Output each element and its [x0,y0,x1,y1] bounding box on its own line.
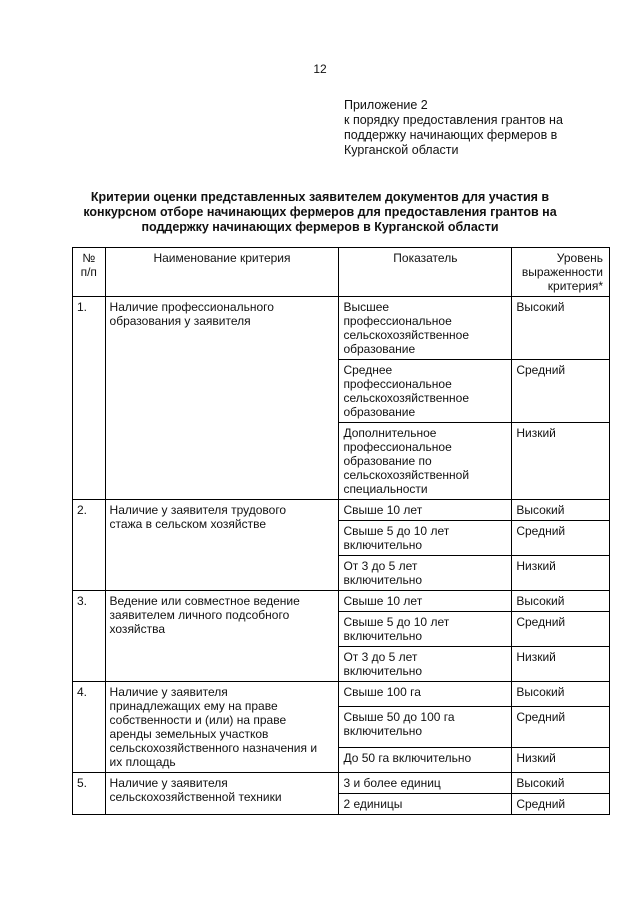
indicator-line: сельскохозяйственное [343,328,470,342]
indicator-line: сельскохозяйственное [343,391,470,405]
criterion-name-line: хозяйства [109,622,166,636]
indicator-line: образование по [343,454,432,468]
level-cell: Средний [512,794,610,815]
indicator-cell [339,423,512,500]
level-cell: Низкий [512,556,610,591]
header-level-line: Уровень [556,251,603,265]
appendix-line: к порядку предоставления грантов на [344,113,563,127]
criterion-name-line: принадлежащих ему на праве [109,699,278,713]
table-row [73,297,610,360]
level-cell: Высокий [512,773,610,794]
header-level-line: выраженности [521,265,603,279]
indicator-line: образование [343,405,416,419]
indicator-line: Свыше 10 лет [343,503,423,517]
criterion-name [105,682,339,773]
indicator-cell [339,500,512,521]
indicator-cell [339,682,512,707]
indicator-line: включительно [343,723,423,738]
document-title [64,190,576,235]
indicator-cell [339,748,512,773]
criterion-name [105,773,339,815]
criterion-name-line: образования у заявителя [109,314,251,328]
criterion-number: 1. [73,297,106,500]
level-cell: Высокий [512,297,610,360]
indicator-cell [339,612,512,647]
indicator-cell [339,706,512,747]
header-criterion-name: Наименование критерия [105,248,339,297]
criterion-number: 2. [73,500,106,591]
criterion-name [105,500,339,591]
indicator-line: профессиональное [343,440,452,454]
indicator-line: От 3 до 5 лет [343,559,418,573]
indicator-line: включительно [343,664,423,678]
indicator-cell [339,591,512,612]
indicator-cell [339,794,512,815]
indicator-cell [339,360,512,423]
criterion-name-line: сельскохозяйственной техники [109,790,282,804]
indicator-line: Высшее [343,300,390,314]
level-cell: Средний [512,612,610,647]
table-row [73,682,610,707]
criterion-name-line: стажа в сельском хозяйстве [109,517,266,531]
indicator-line: Свыше 5 до 10 лет [343,615,450,629]
indicator-cell [339,297,512,360]
table-row [73,500,610,521]
criterion-name [105,297,339,500]
table-row [73,773,610,794]
indicator-cell [339,773,512,794]
criterion-name-line: собственности и (или) на праве [109,713,287,727]
header-num-line: п/п [80,265,97,279]
criterion-number: 4. [73,682,106,773]
criterion-name-line: их площадь [109,755,176,769]
indicator-line: Свыше 100 га [343,685,421,699]
indicator-line: Среднее [343,363,393,377]
header-level [512,248,610,297]
level-cell: Низкий [512,748,610,773]
level-cell: Средний [512,360,610,423]
indicator-line: Дополнительное [343,426,437,440]
indicator-line: сельскохозяйственной [343,468,470,482]
level-cell: Высокий [512,500,610,521]
indicator-line: включительно [343,538,423,552]
page-number: 12 [313,62,327,76]
indicator-line: включительно [343,629,423,643]
title-line: поддержку начинающих фермеров в Курганской области [141,220,499,234]
header-level-line: критерия* [547,279,603,293]
indicator-line: Свыше 50 до 100 га [343,709,455,724]
level-cell: Высокий [512,591,610,612]
criterion-name-line: сельскохозяйственного назначения и [109,741,318,755]
indicator-line: Свыше 5 до 10 лет [343,524,450,538]
appendix-line: поддержку начинающих фермеров в [344,128,558,142]
indicator-line: специальности [343,482,428,496]
criterion-name-line: Ведение или совместное ведение [109,594,300,608]
indicator-cell [339,556,512,591]
level-cell: Средний [512,706,610,747]
criterion-name-line: Наличие у заявителя [109,776,228,790]
indicator-cell [339,521,512,556]
indicator-line: включительно [343,573,423,587]
indicator-line: профессиональное [343,314,452,328]
criterion-name-line: Наличие профессионального [109,300,274,314]
indicator-line: От 3 до 5 лет [343,650,418,664]
criterion-name-line: заявителем личного подсобного [109,608,290,622]
table-row [73,591,610,612]
indicator-line: 3 и более единиц [343,776,441,790]
indicator-line: 2 единицы [343,797,403,811]
level-cell: Высокий [512,682,610,707]
level-cell: Низкий [512,647,610,682]
appendix-line: Курганской области [344,143,459,157]
header-num-line: № [82,251,96,265]
appendix-line: Приложение 2 [344,98,428,112]
header-num [73,248,106,297]
criterion-name-line: аренды земельных участков [109,727,269,741]
criterion-number: 5. [73,773,106,815]
criteria-table [72,247,610,815]
title-line: Критерии оценки представленных заявителем документов для участия в [90,190,550,204]
indicator-cell [339,647,512,682]
table-header-row [73,248,610,297]
indicator-line: образование [343,342,416,356]
level-cell: Средний [512,521,610,556]
criteria-table-body [73,297,610,815]
appendix-block [344,98,584,158]
level-cell: Низкий [512,423,610,500]
indicator-line: До 50 га включительно [343,751,472,766]
criterion-name [105,591,339,682]
indicator-line: Свыше 10 лет [343,594,423,608]
indicator-line: профессиональное [343,377,452,391]
title-line: конкурсном отборе начинающих фермеров для предоставления грантов на [83,205,557,219]
criterion-number: 3. [73,591,106,682]
criterion-name-line: Наличие у заявителя [109,685,228,699]
criterion-name-line: Наличие у заявителя трудового [109,503,287,517]
header-indicator: Показатель [339,248,512,297]
